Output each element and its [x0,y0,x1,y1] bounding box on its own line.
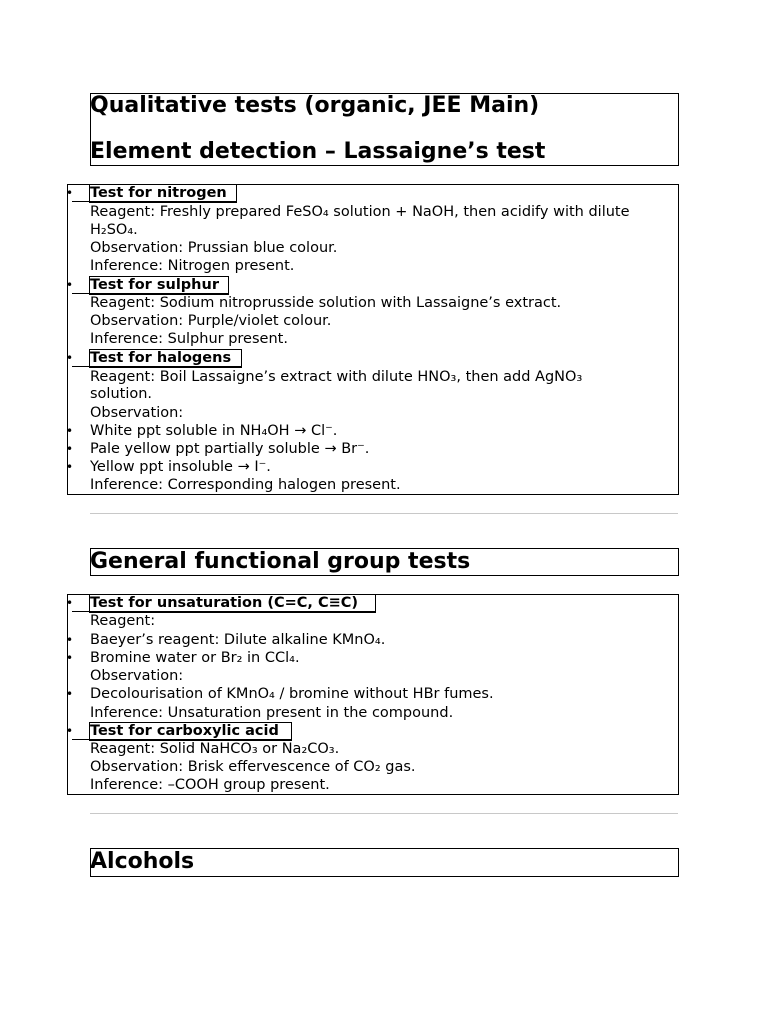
sulphur-heading: Test for sulphur [90,277,219,293]
halogens-heading: Test for halogens [90,350,232,366]
bullet [66,631,73,649]
halogens-observation-bromide: Pale yellow ppt partially soluble → Br⁻. [90,441,370,457]
sulphur-reagent: Reagent: Sodium nitroprusside solution with Lassaigne’s extract. [90,295,562,311]
carboxylic-heading: Test for carboxylic acid [90,723,279,739]
section3-title: Alcohols [90,849,195,874]
section1-subtitle: Element detection – Lassaigne’s test [90,139,546,164]
halogens-reagent-line2: solution. [90,386,153,402]
bullet [66,276,73,294]
bullet [66,649,73,667]
halogens-inference: Inference: Corresponding halogen present. [90,477,401,493]
bullet [66,184,73,202]
page-title: Qualitative tests (organic, JEE Main) [90,93,540,118]
halogens-reagent-line1: Reagent: Boil Lassaigne’s extract with dilute HNO₃, then add AgNO₃ [90,369,583,385]
unsaturation-reagent-baeyer: Baeyer’s reagent: Dilute alkaline KMnO₄. [90,632,386,648]
bullet [66,722,73,740]
sulphur-observation: Observation: Purple/violet colour. [90,313,332,329]
nitrogen-inference: Inference: Nitrogen present. [90,258,295,274]
nitrogen-heading: Test for nitrogen [90,185,227,201]
nitrogen-observation: Observation: Prussian blue colour. [90,240,338,256]
halogens-observation-chloride: White ppt soluble in NH₄OH → Cl⁻. [90,423,338,439]
halogens-observation-iodide: Yellow ppt insoluble → I⁻. [90,459,271,475]
unsaturation-reagent-label: Reagent: [90,613,156,629]
carboxylic-observation: Observation: Brisk effervescence of CO₂ gas. [90,759,416,775]
sulphur-inference: Inference: Sulphur present. [90,331,288,347]
unsaturation-observation: Decolourisation of KMnO₄ / bromine without HBr fumes. [90,686,494,702]
halogens-observation-label: Observation: [90,405,184,421]
nitrogen-reagent-line1: Reagent: Freshly prepared FeSO₄ solution + NaOH, then acidify with dilute [90,204,630,220]
unsaturation-observation-label: Observation: [90,668,184,684]
unsaturation-heading: Test for unsaturation (C=C, C≡C) [90,595,359,611]
section-divider [90,813,678,814]
bullet [66,685,73,703]
section2-title: General functional group tests [90,549,471,574]
carboxylic-reagent: Reagent: Solid NaHCO₃ or Na₂CO₃. [90,741,340,757]
section-divider [90,513,678,514]
carboxylic-inference: Inference: –COOH group present. [90,777,330,793]
unsaturation-reagent-bromine: Bromine water or Br₂ in CCl₄. [90,650,300,666]
bullet [66,422,73,440]
bullet [66,349,73,367]
bullet [66,458,73,476]
nitrogen-reagent-line2: H₂SO₄. [90,222,138,238]
bullet [66,594,73,612]
bullet [66,440,73,458]
unsaturation-inference: Inference: Unsaturation present in the compound. [90,705,454,721]
